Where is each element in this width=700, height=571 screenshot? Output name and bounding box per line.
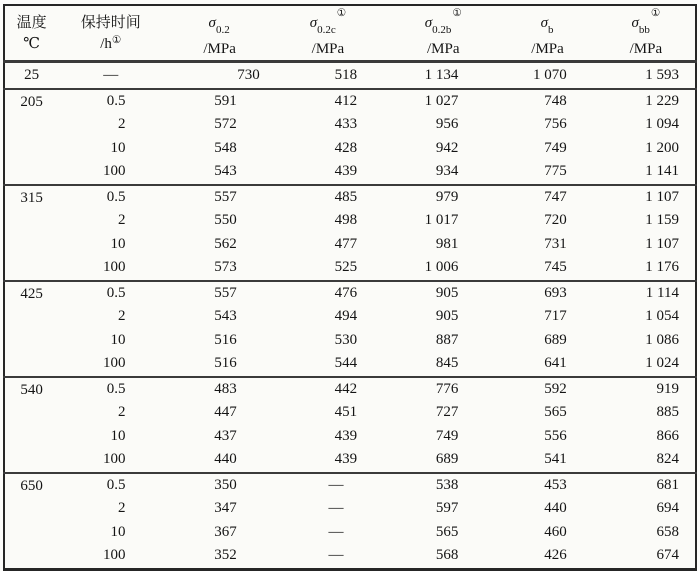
value-cell: 544: [334, 355, 358, 371]
value-cell: 887: [435, 331, 459, 348]
value-cell: 439: [334, 163, 358, 179]
sigma-symbol: σ: [540, 15, 549, 31]
value-cell: 730: [163, 62, 275, 89]
value-cell: 658: [656, 523, 679, 540]
value-cell: 543: [214, 163, 237, 179]
value-cell: 460: [544, 523, 567, 540]
header-cell-sigma-0-2: $\sigma_{0.2}$ /MPa: [163, 5, 275, 62]
header-unit: /MPa: [203, 41, 236, 57]
value-cell: 592: [500, 377, 608, 402]
value-cell: 530: [334, 331, 358, 348]
time-cell: 0.5: [58, 473, 163, 498]
value-cell: 694: [656, 500, 679, 516]
value-cell: 442: [276, 377, 396, 402]
time-cell: 2: [117, 116, 126, 132]
value-cell: 1 159: [645, 212, 679, 228]
value-cell: 981: [435, 235, 459, 252]
sigma-symbol: σ: [208, 15, 216, 31]
value-cell: 885: [656, 404, 679, 420]
value-cell: 1 054: [645, 308, 679, 324]
value-cell: 905: [396, 281, 500, 306]
value-cell: 905: [435, 308, 459, 324]
value-cell: 749: [544, 139, 567, 156]
time-cell: 10: [110, 331, 126, 348]
header-unit: /MPa: [427, 41, 460, 57]
table-row: [4, 233, 696, 257]
temp-cell: 315: [4, 185, 58, 281]
value-cell: 641: [544, 355, 567, 371]
table-row: [4, 401, 696, 425]
value-cell: 720: [544, 212, 567, 228]
table-row: [4, 62, 696, 89]
value-cell: —: [276, 473, 396, 498]
value-cell: 674: [656, 547, 679, 563]
time-cell: 100: [102, 259, 126, 275]
value-cell: 749: [435, 427, 459, 444]
time-cell: 100: [102, 163, 126, 179]
table-row: [4, 521, 696, 545]
table-row: [4, 137, 696, 161]
table-row: [4, 305, 696, 329]
value-cell: 550: [214, 212, 237, 228]
value-cell: 565: [544, 404, 567, 420]
value-cell: 573: [214, 259, 237, 275]
time-cell: 0.5: [58, 377, 163, 402]
value-cell: 689: [544, 331, 567, 348]
header-row: [4, 5, 696, 62]
time-cell: —: [58, 62, 163, 89]
value-cell: 824: [656, 451, 679, 467]
value-cell: 447: [214, 404, 237, 420]
value-cell: 433: [334, 116, 358, 132]
footnote-mark-icon: ①: [336, 8, 347, 19]
value-cell: 347: [214, 500, 237, 516]
value-cell: 731: [544, 235, 567, 252]
value-cell: 439: [334, 451, 358, 467]
value-cell: 689: [435, 451, 459, 467]
value-cell: 1 593: [609, 62, 696, 89]
temp-cell: 425: [4, 281, 58, 377]
value-cell: 498: [334, 212, 358, 228]
header-cell-sigma-0-2b: $\sigma_{0.2b}^①$ /MPa: [396, 5, 500, 62]
value-cell: 538: [396, 473, 500, 498]
value-cell: 494: [334, 308, 358, 324]
value-cell: 845: [435, 355, 459, 371]
value-cell: 485: [276, 185, 396, 210]
value-cell: 747: [500, 185, 608, 210]
value-cell: 439: [334, 427, 358, 444]
value-cell: 1 134: [396, 62, 500, 89]
value-cell: 942: [435, 139, 459, 156]
time-cell: 100: [102, 547, 126, 563]
value-cell: 1 024: [645, 355, 679, 371]
value-cell: 543: [214, 308, 237, 324]
value-cell: 776: [396, 377, 500, 402]
temp-cell: 650: [4, 473, 58, 570]
sigma-symbol: σ: [309, 15, 318, 31]
value-cell: 1 094: [645, 116, 679, 132]
header-unit: /MPa: [629, 41, 663, 57]
time-cell: 10: [110, 427, 126, 444]
table-row: [4, 425, 696, 449]
table-row: [4, 497, 696, 521]
time-cell: 2: [117, 500, 126, 516]
value-cell: 745: [544, 259, 567, 275]
time-cell: 2: [117, 308, 126, 324]
value-cell: 1 006: [424, 259, 459, 275]
value-cell: 565: [435, 523, 459, 540]
value-cell: 451: [334, 404, 358, 420]
header-holding-time-unit: /h①: [100, 34, 122, 52]
value-cell: 440: [214, 451, 237, 467]
temp-cell: 540: [4, 377, 58, 473]
header-unit: /MPa: [311, 41, 345, 57]
value-cell: 756: [544, 116, 567, 132]
table-row: [4, 281, 696, 306]
value-cell: 1 017: [424, 212, 459, 228]
header-cell-temperature: [4, 5, 58, 62]
value-cell: 1 107: [645, 235, 679, 252]
time-cell: 2: [117, 404, 126, 420]
header-cell-holding-time: [58, 5, 163, 62]
header-unit: /MPa: [531, 41, 564, 57]
time-cell: 0.5: [58, 281, 163, 306]
temp-cell: 205: [4, 89, 58, 185]
value-cell: 477: [334, 235, 358, 252]
value-cell: 412: [276, 89, 396, 114]
table-row: [4, 329, 696, 353]
time-cell: 10: [110, 523, 126, 540]
table-row: [4, 377, 696, 402]
value-cell: 775: [544, 163, 567, 179]
footnote-mark-icon: ①: [650, 8, 661, 19]
value-cell: 572: [214, 116, 237, 132]
header-cell-sigma-bb: $\sigma_{bb}^①$ /MPa: [609, 5, 696, 62]
value-cell: 568: [435, 547, 459, 563]
value-cell: 727: [435, 404, 459, 420]
value-cell: 428: [334, 139, 358, 156]
value-cell: 557: [163, 281, 275, 306]
header-temperature-label: 温度: [16, 15, 47, 31]
value-cell: 748: [500, 89, 608, 114]
table-row: [4, 89, 696, 114]
value-cell: 597: [435, 500, 459, 516]
value-cell: 556: [544, 427, 567, 444]
table-row: [4, 160, 696, 185]
value-cell: 681: [609, 473, 696, 498]
value-cell: 483: [163, 377, 275, 402]
footnote-mark-icon: ①: [111, 34, 122, 46]
value-cell: 548: [214, 139, 237, 156]
time-cell: 0.5: [58, 89, 163, 114]
value-cell: 367: [214, 523, 237, 540]
value-cell: 541: [544, 451, 567, 467]
table-row: [4, 113, 696, 137]
table-row: [4, 473, 696, 498]
value-cell: 516: [214, 355, 237, 371]
table-row: [4, 352, 696, 377]
value-cell: 1 027: [396, 89, 500, 114]
footnote-mark-icon: ①: [452, 8, 462, 19]
value-cell: 518: [276, 62, 396, 89]
value-cell: 693: [500, 281, 608, 306]
value-cell: 426: [544, 547, 567, 563]
time-cell: 100: [102, 451, 126, 467]
table-row: [4, 448, 696, 473]
value-cell: 717: [544, 308, 567, 324]
table-header: [4, 5, 696, 62]
value-cell: 1 176: [645, 259, 679, 275]
header-temperature-unit: ℃: [23, 36, 40, 52]
value-cell: 591: [163, 89, 275, 114]
value-cell: 437: [214, 427, 237, 444]
time-cell: 0.5: [58, 185, 163, 210]
value-cell: —: [328, 500, 344, 516]
temp-cell: 25: [4, 62, 58, 89]
table-row: [4, 256, 696, 281]
value-cell: 1 114: [609, 281, 696, 306]
value-cell: 525: [334, 259, 358, 275]
value-cell: —: [328, 523, 344, 540]
value-cell: 1 086: [645, 331, 679, 348]
sigma-symbol: σ: [631, 15, 639, 31]
header-holding-time-label: 保持时间: [80, 14, 141, 31]
value-cell: 979: [396, 185, 500, 210]
material-properties-table: [3, 4, 697, 571]
value-cell: 352: [214, 547, 237, 563]
time-cell: 100: [102, 355, 126, 371]
header-cell-sigma-b: $\sigma_b$ /MPa: [500, 5, 608, 62]
header-cell-sigma-0-2c: $\sigma_{0.2c}^①$ /MPa: [276, 5, 396, 62]
table-row: [4, 544, 696, 569]
value-cell: 440: [544, 500, 567, 516]
value-cell: 1 200: [645, 139, 679, 156]
value-cell: 557: [163, 185, 275, 210]
value-cell: 516: [214, 331, 237, 348]
value-cell: 1 107: [609, 185, 696, 210]
time-cell: 10: [110, 235, 126, 252]
time-cell: 10: [110, 139, 126, 156]
value-cell: 956: [435, 116, 459, 132]
value-cell: 919: [609, 377, 696, 402]
value-cell: —: [328, 547, 344, 563]
value-cell: 453: [500, 473, 608, 498]
value-cell: 1 229: [609, 89, 696, 114]
table-row: [4, 209, 696, 233]
value-cell: 1 070: [500, 62, 608, 89]
sigma-symbol: σ: [424, 15, 433, 31]
value-cell: 934: [435, 163, 459, 179]
value-cell: 1 141: [645, 163, 679, 179]
table-body: [4, 62, 696, 570]
time-cell: 2: [117, 212, 126, 228]
value-cell: 562: [214, 235, 237, 252]
value-cell: 350: [163, 473, 275, 498]
table-row: [4, 185, 696, 210]
value-cell: 866: [656, 427, 679, 444]
value-cell: 476: [276, 281, 396, 306]
